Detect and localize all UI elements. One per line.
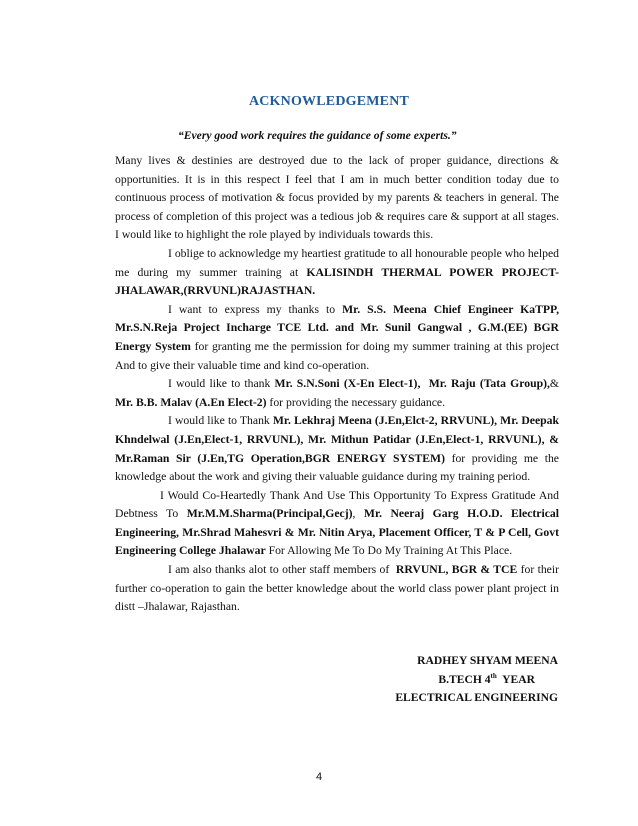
paragraph-7-emphasis: RRVUNL, BGR & TCE <box>395 563 518 577</box>
paragraph-4-emphasis-c: Mr. B.B. Malav (A.En Elect-2) <box>115 395 267 409</box>
paragraph-3 <box>115 301 559 375</box>
paragraph-5-text-b: for providing me the knowledge about the work and giving their valuable guidance during my training period. <box>115 451 559 484</box>
paragraph-7-text-b: for their further co-operation to gain the better knowledge about the world class power plant project in distt –Jhalawar, Rajasthan. <box>115 563 560 614</box>
paragraph-3-text-b: for granting me the permission for doing my summer training at this project And to give their valuable time and kind co-operation. <box>115 339 559 372</box>
paragraph-6-text-b: , <box>352 507 364 521</box>
signature-department: ELECTRICAL ENGINEERING <box>395 691 558 705</box>
paragraph-7 <box>115 561 559 617</box>
paragraph-6-emphasis-a: Mr.M.M.Sharma(Principal,Gecj) <box>186 507 353 521</box>
signature-block <box>395 652 558 708</box>
epigraph-quote: “Every good work requires the guidance of some experts.” <box>178 129 457 142</box>
signature-year-superscript: th <box>490 671 497 680</box>
paragraph-2-emphasis: KALISINDH THERMAL POWER PROJECT-JHALAWAR,(RRVUNL)RAJASTHAN. <box>115 265 559 298</box>
paragraph-4-text-b <box>420 377 428 390</box>
signature-name: RADHEY SHYAM MEENA <box>417 654 558 667</box>
paragraph-5-emphasis: Mr. Lekhraj Meena (J.En,Elct-2, RRVUNL), Mr. Deepak Khndelwal (J.En,Elect-1, RRVUNL), Mr. Mithun Patidar (J.En,Elect-1, RRVUNL), & Mr.Raman Sir (J.En,TG Operation,BGR ENERGY SYSTEM) <box>115 414 559 465</box>
page-number: 4 <box>315 771 323 783</box>
paragraph-6-emphasis-b: Mr. Neeraj Garg H.O.D. Electrical Engineering, Mr.Shrad Mahesvri & Mr. Nitin Arya, Placement Officer, T & P Cell, Govt Engineering College Jhalawar <box>115 507 560 558</box>
paragraph-6-text-c: For Allowing Me To Do My Training At This Place. <box>265 544 513 558</box>
paragraph-3-text-a: I want to express my thanks to <box>168 302 343 316</box>
paragraph-4-text-a: I would like to thank <box>168 377 275 391</box>
signature-year-suffix: YEAR <box>496 672 535 686</box>
paragraph-5-text-a: I would like to Thank <box>168 414 273 428</box>
paragraph-2-text: I oblige to acknowledge my heartiest gratitude to all honourable people who helped me during my summer training at <box>115 246 559 279</box>
paragraph-3-emphasis: Mr. S.S. Meena Chief Engineer KaTPP, Mr.S.N.Reja Project Incharge TCE Ltd. and Mr. Sunil Gangwal , G.M.(EE) BGR Energy System <box>115 302 559 353</box>
paragraph-5 <box>115 412 559 486</box>
acknowledgement-body <box>115 152 559 617</box>
paragraph-2 <box>115 245 559 301</box>
signature-year-prefix: B.TECH 4 <box>438 672 491 686</box>
paragraph-6 <box>115 487 559 561</box>
page-title: ACKNOWLEDGEMENT <box>248 94 410 109</box>
paragraph-6-text-a: I Would Co-Heartedly Thank And Use This Opportunity To Express Gratitude And Debtness To <box>115 488 559 521</box>
paragraph-4-emphasis-b: Mr. Raju (Tata Group), <box>428 377 550 391</box>
paragraph-4-emphasis-a: Mr. S.N.Soni (X-En Elect-1), <box>274 377 421 391</box>
signature-year <box>395 671 558 690</box>
paragraph-7-text-a: I am also thanks alot to other staff members of <box>168 563 396 577</box>
paragraph-4-text-c: & <box>549 377 559 391</box>
paragraph-4-text-d: for providing the necessary guidance. <box>266 395 445 409</box>
paragraph-4 <box>115 375 559 412</box>
paragraph-1: Many lives & destinies are destroyed due to the lack of proper guidance, directions & opportunities. It is in this respect I feel that I am in much better condition today due to continuous process of motivation & focus provided by my parents & teachers in general. The process of completion of this project was a tedious job & requires care & support at all stages. I would like to highlight the role played by individuals towards this. <box>115 154 559 242</box>
